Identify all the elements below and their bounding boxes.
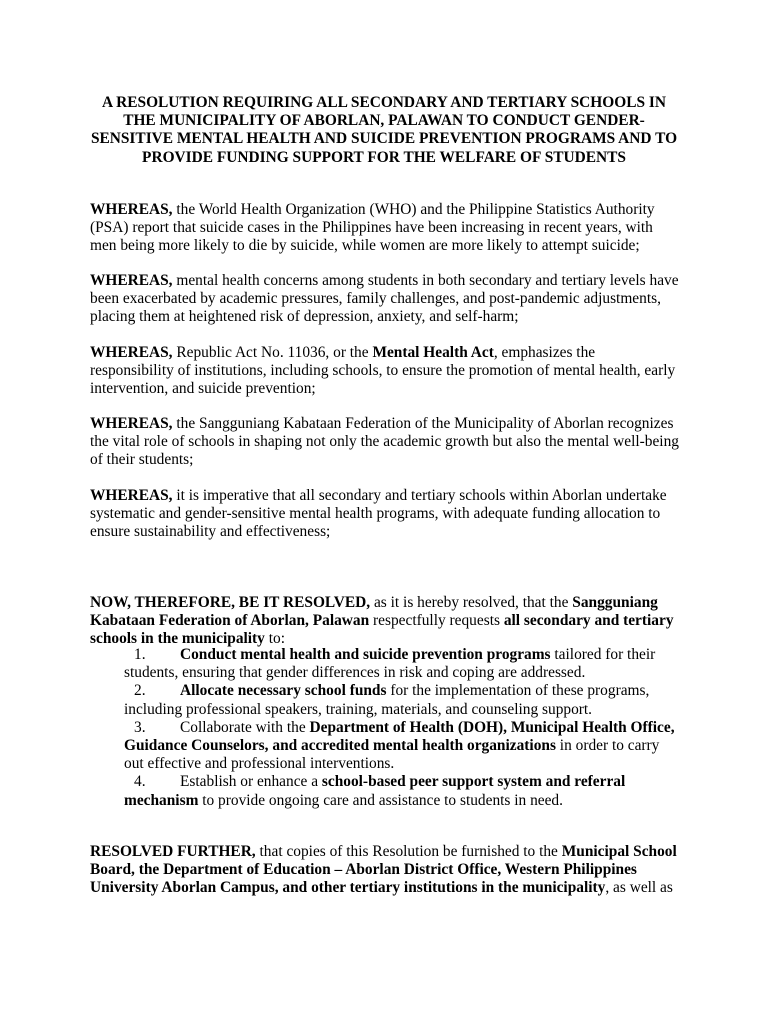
whereas-clause-4 bbox=[90, 415, 682, 470]
whereas-text: mental health concerns among students in both secondary and tertiary levels have been exacerbated by academic pressures, family challenges, and post-pandemic adjustments, placing them at heightened risk of depression, anxiety, and self-harm; bbox=[90, 272, 679, 326]
whereas-clause-3 bbox=[90, 344, 682, 399]
list-item bbox=[124, 646, 682, 682]
item-text: tailored for their students, ensuring that gender differences in risk and coping are addressed. bbox=[124, 646, 656, 682]
whereas-text: Republic Act No. 11036, or the bbox=[172, 344, 373, 361]
schools-target: all secondary and tertiary schools in the municipality bbox=[90, 612, 674, 648]
item-bold: school-based peer support system and referral mechanism bbox=[124, 773, 626, 809]
item-bold: Conduct mental health and suicide prevention programs bbox=[180, 646, 551, 663]
whereas-lead: WHEREAS, bbox=[90, 344, 173, 361]
list-number: 2. bbox=[134, 682, 146, 700]
resolved-further-lead: RESOLVED FURTHER, bbox=[90, 843, 256, 860]
whereas-lead: WHEREAS, bbox=[90, 487, 173, 504]
whereas-text: it is imperative that all secondary and tertiary schools within Aborlan undertake systematic and gender-sensitive mental health programs, with adequate funding allocation to ensure sustainability and effectiveness; bbox=[90, 487, 667, 541]
item-text: for the implementation of these programs, including professional speakers, training, materials, and counseling support. bbox=[124, 682, 650, 718]
whereas-text: , emphasizes the responsibility of institutions, including schools, to ensure the promotion of mental health, early intervention, and suicide prevention; bbox=[90, 344, 676, 398]
resolved-text: respectfully requests bbox=[369, 612, 504, 630]
whereas-lead: WHEREAS, bbox=[90, 272, 173, 289]
resolved-text: to: bbox=[264, 630, 285, 648]
list-item bbox=[124, 682, 682, 718]
resolution-title: A RESOLUTION REQUIRING ALL SECONDARY AND TERTIARY SCHOOLS IN THE MUNICIPALITY OF ABORLAN, PALAWAN TO CONDUCT GENDER-SENSITIVE MENTAL HEALTH AND SUICIDE PREVENTION PROGRAMS AND TO PROVIDE FUNDING SUPPORT FOR THE WELFARE OF STUDENTS bbox=[90, 94, 678, 166]
list-item bbox=[124, 773, 682, 809]
action-list bbox=[124, 646, 682, 810]
list-number: 4. bbox=[134, 773, 146, 791]
item-text: to provide ongoing care and assistance to students in need. bbox=[198, 791, 563, 809]
list-number: 3. bbox=[134, 718, 146, 736]
list-number: 1. bbox=[134, 646, 146, 663]
list-item bbox=[124, 719, 682, 774]
further-text: that copies of this Resolution be furnished to the bbox=[255, 843, 562, 860]
further-text: , as well as bbox=[605, 879, 673, 897]
resolved-further-clause bbox=[90, 843, 682, 898]
recipients: Municipal School Board, the Department of Education – Aborlan District Office, Western Philippines University Aborlan Campus, and other tertiary institutions in the municipality bbox=[90, 843, 677, 897]
whereas-clause-5 bbox=[90, 487, 682, 542]
whereas-lead: WHEREAS, bbox=[90, 415, 173, 432]
item-text: Collaborate with the bbox=[180, 718, 310, 736]
whereas-clause-1 bbox=[90, 201, 682, 256]
resolved-text: as it is hereby resolved, that the bbox=[370, 594, 573, 611]
item-bold: Department of Health (DOH), Municipal Health Office, Guidance Counselors, and accredited mental health organizations bbox=[124, 718, 675, 755]
whereas-lead: WHEREAS, bbox=[90, 201, 173, 218]
mental-health-act: Mental Health Act bbox=[372, 344, 494, 361]
resolved-lead: NOW, THEREFORE, BE IT RESOLVED, bbox=[90, 594, 371, 611]
item-bold: Allocate necessary school funds bbox=[180, 682, 387, 700]
resolved-clause bbox=[90, 594, 682, 649]
whereas-text: the World Health Organization (WHO) and the Philippine Statistics Authority (PSA) report that suicide cases in the Philippines have been increasing in recent years, with men being more likely to die by suicide, while women are more likely to attempt suicide; bbox=[90, 201, 655, 255]
whereas-text: the Sangguniang Kabataan Federation of the Municipality of Aborlan recognizes the vital role of schools in shaping not only the academic growth but also the mental well-being of their students; bbox=[90, 415, 679, 469]
whereas-clause-2 bbox=[90, 272, 682, 327]
item-text: Establish or enhance a bbox=[180, 773, 322, 791]
sk-federation: Sangguniang Kabataan Federation of Aborlan, Palawan bbox=[90, 594, 658, 630]
item-text: in order to carry out effective and professional interventions. bbox=[124, 737, 660, 773]
